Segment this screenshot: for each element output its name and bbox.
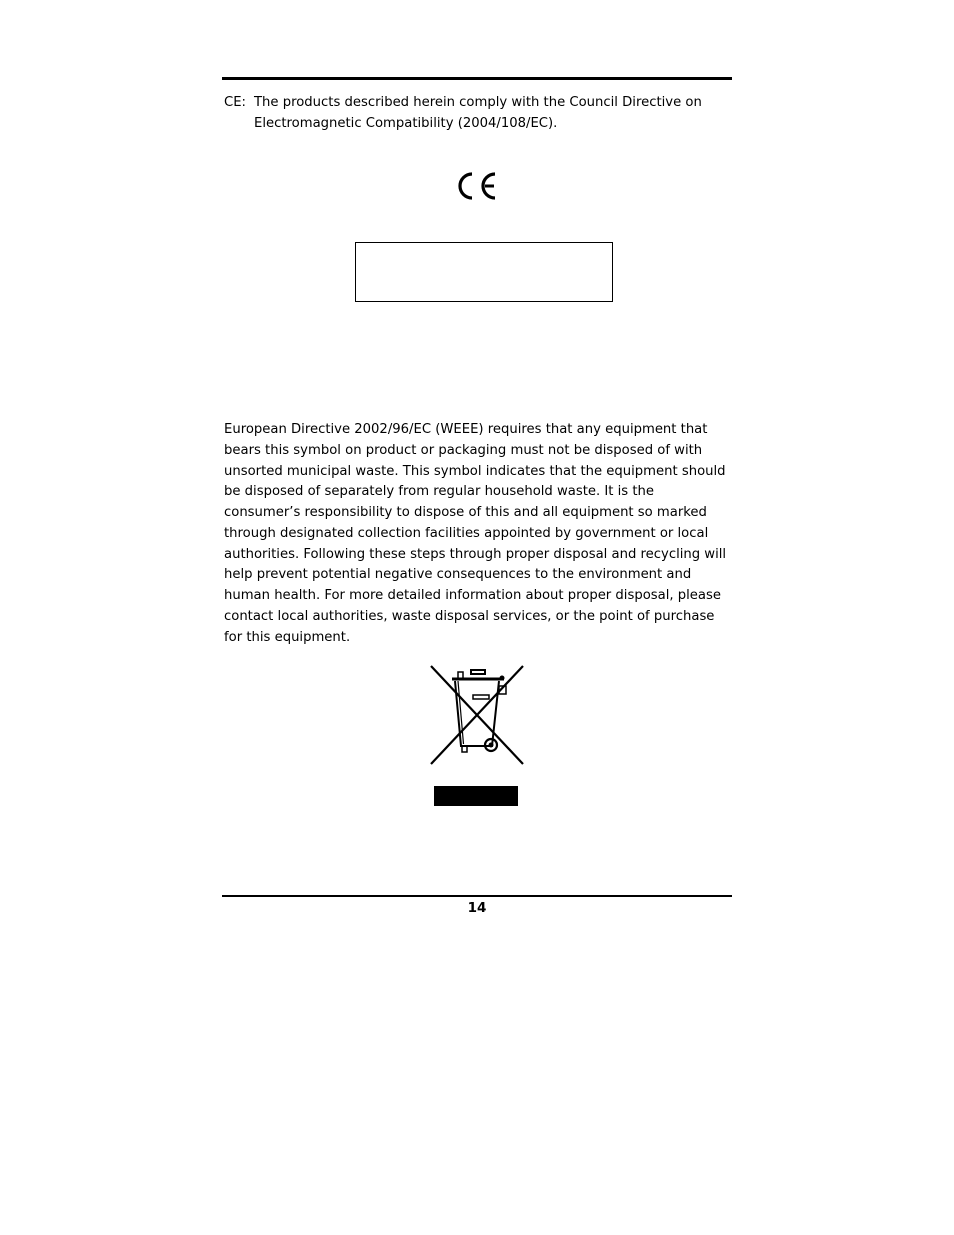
ce-mark-icon xyxy=(455,170,499,202)
page-number: 14 xyxy=(467,900,487,916)
ce-statement-label: CE: xyxy=(224,95,246,110)
ce-statement xyxy=(224,92,724,134)
ce-statement-text: The products described herein comply with the Council Directive on Electromagnetic Compatibility (2004/108/EC). xyxy=(254,95,702,131)
blank-label-box xyxy=(355,242,613,302)
weee-black-bar xyxy=(434,786,518,806)
weee-paragraph: European Directive 2002/96/EC (WEEE) requires that any equipment that bears this symbol on product or packaging must not be disposed of with unsorted municipal waste. This symbol indicates that the equipment should be disposed of separately from regular household waste. It is the consumer’s responsibility to dispose of this and all equipment so marked through designated collection facilities appointed by government or local authorities. Following these steps through proper disposal and recycling will help prevent potential negative consequences to the environment and human health. For more detailed information about proper disposal, please contact local authorities, waste disposal services, or the point of purchase for this equipment. xyxy=(224,422,727,645)
header-rule xyxy=(222,77,732,80)
crossed-out-wheelie-bin-icon xyxy=(428,664,526,768)
footer-rule xyxy=(222,895,732,897)
